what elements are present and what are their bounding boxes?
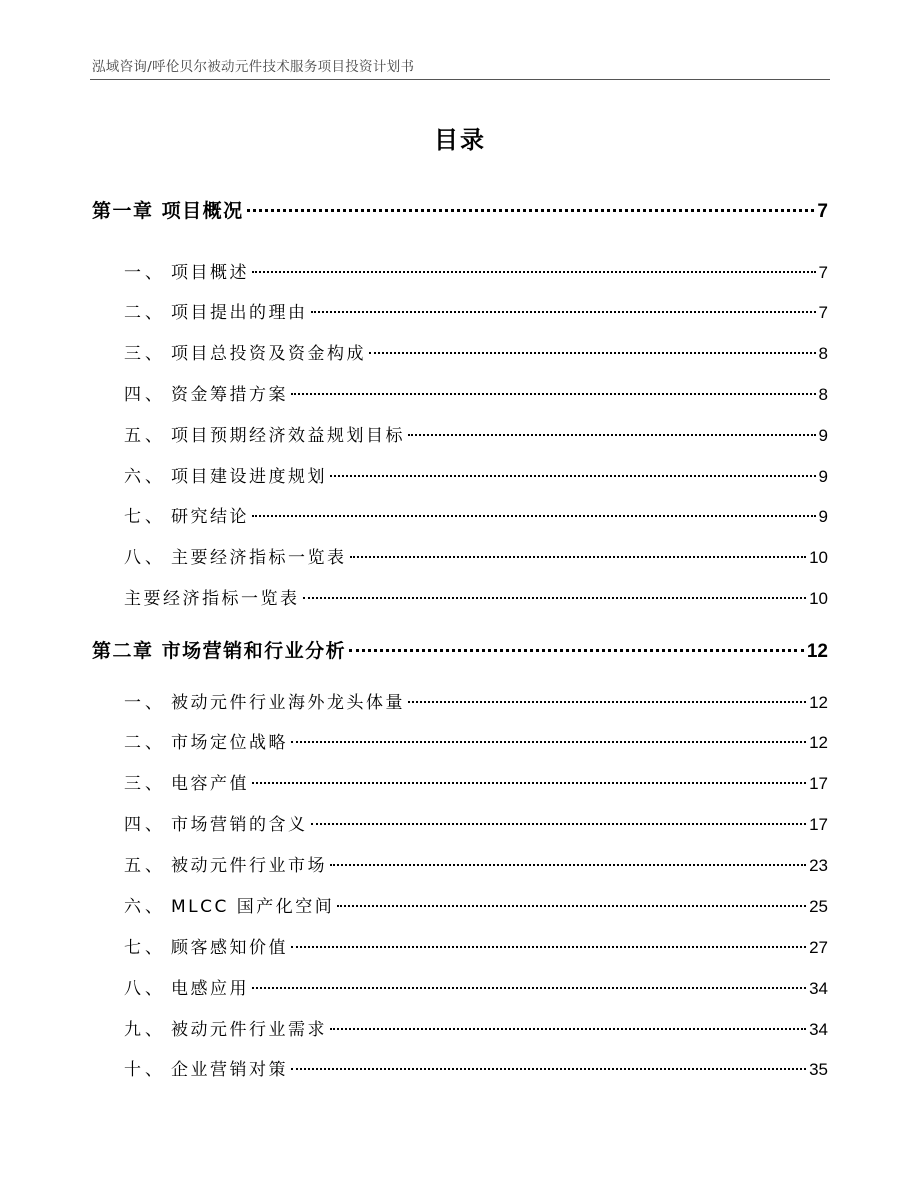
toc-entry-label: 研究结论 — [171, 507, 249, 527]
toc-page-number: 27 — [809, 938, 828, 957]
toc-page-number: 35 — [809, 1060, 828, 1079]
running-header: 泓域咨询/呼伦贝尔被动元件技术服务项目投资计划书 — [92, 59, 415, 75]
toc-chapter-entry[interactable] — [92, 196, 828, 223]
toc-dot-leader — [247, 209, 815, 212]
toc-page-number: 9 — [818, 467, 828, 486]
toc-page-number: 7 — [818, 303, 828, 322]
toc-dot-leader — [350, 556, 807, 558]
toc-entry-label: MLCC 国产化空间 — [171, 897, 335, 917]
toc-entry-number: 七、 — [124, 507, 166, 527]
toc-entry-number: 四、 — [124, 815, 166, 835]
toc-entry-number: 一、 — [124, 693, 166, 713]
toc-entry-label: 市场定位战略 — [171, 733, 288, 753]
toc-entry-number: 三、 — [124, 344, 166, 364]
toc-entry[interactable] — [124, 728, 828, 753]
toc-entry-number: 三、 — [124, 774, 166, 794]
toc-dot-leader — [303, 597, 807, 599]
toc-entry[interactable] — [124, 688, 828, 713]
toc-entry-number: 五、 — [124, 856, 166, 876]
toc-entry-label: 被动元件行业需求 — [171, 1020, 327, 1040]
toc-entry-number: 九、 — [124, 1020, 166, 1040]
toc-entry-label: 项目概述 — [171, 263, 249, 283]
toc-dot-leader — [252, 782, 806, 784]
toc-page-number: 12 — [806, 641, 828, 662]
toc-page-number: 25 — [809, 897, 828, 916]
toc-entry-number: 八、 — [124, 979, 166, 999]
toc-dot-leader — [330, 475, 816, 477]
toc-entry[interactable] — [124, 974, 828, 999]
toc-entry[interactable] — [124, 584, 828, 609]
toc-page-number: 23 — [809, 856, 828, 875]
toc-entry-label: 被动元件行业海外龙头体量 — [171, 693, 405, 713]
toc-entry[interactable] — [124, 339, 828, 364]
toc-dot-leader — [408, 434, 816, 436]
toc-entry-number: 二、 — [124, 733, 166, 753]
toc-entry-number: 六、 — [124, 897, 166, 917]
toc-page-number: 7 — [817, 201, 828, 222]
toc-entry-label: 企业营销对策 — [171, 1060, 288, 1080]
toc-dot-leader — [291, 393, 816, 395]
toc-page-number: 10 — [809, 589, 828, 608]
toc-entry[interactable] — [124, 502, 828, 527]
toc-entry-number: 七、 — [124, 938, 166, 958]
toc-page-number: 9 — [818, 426, 828, 445]
toc-dot-leader — [337, 905, 806, 907]
toc-title: 目录 — [434, 126, 486, 154]
toc-entry-label: 顾客感知价值 — [171, 938, 288, 958]
toc-entry-number: 四、 — [124, 385, 166, 405]
toc-entry-label: 被动元件行业市场 — [171, 856, 327, 876]
toc-page-number: 8 — [818, 385, 828, 404]
toc-entry[interactable] — [124, 258, 828, 283]
toc-entry-label: 第一章 项目概况 — [92, 200, 244, 222]
toc-entry[interactable] — [124, 769, 828, 794]
toc-entry-label: 主要经济指标一览表 — [171, 548, 347, 568]
toc-entry-label: 项目建设进度规划 — [171, 467, 327, 487]
toc-entry[interactable] — [124, 1015, 828, 1040]
toc-dot-leader — [330, 864, 806, 866]
toc-dot-leader — [252, 515, 816, 517]
toc-dot-leader — [369, 352, 816, 354]
toc-entry-label: 项目预期经济效益规划目标 — [171, 426, 405, 446]
toc-entry[interactable] — [124, 298, 828, 323]
toc-dot-leader — [311, 823, 807, 825]
toc-entry[interactable] — [124, 851, 828, 876]
toc-entry-label: 电容产值 — [171, 774, 249, 794]
toc-entry-number: 一、 — [124, 263, 166, 283]
toc-entry[interactable] — [124, 421, 828, 446]
toc-entry-label: 电感应用 — [171, 979, 249, 999]
header-divider — [90, 79, 830, 80]
toc-dot-leader — [408, 701, 806, 703]
toc-page-number: 17 — [809, 774, 828, 793]
toc-dot-leader — [330, 1028, 806, 1030]
toc-entry-label: 市场营销的含义 — [171, 815, 308, 835]
toc-entry-number: 五、 — [124, 426, 166, 446]
toc-entry[interactable] — [124, 1055, 828, 1080]
toc-page-number: 34 — [809, 979, 828, 998]
toc-dot-leader — [291, 946, 806, 948]
toc-dot-leader — [252, 987, 806, 989]
toc-dot-leader — [252, 271, 816, 273]
toc-entry-label: 第二章 市场营销和行业分析 — [92, 640, 347, 662]
toc-entry-label: 项目总投资及资金构成 — [171, 344, 366, 364]
toc-entry-number: 六、 — [124, 467, 166, 487]
toc-entry-number: 二、 — [124, 303, 166, 323]
toc-dot-leader — [291, 741, 806, 743]
toc-dot-leader — [349, 649, 804, 652]
toc-dot-leader — [311, 311, 816, 313]
toc-entry[interactable] — [124, 543, 828, 568]
toc-entry[interactable] — [124, 933, 828, 958]
toc-entry[interactable] — [124, 462, 828, 487]
toc-chapter-entry[interactable] — [92, 636, 828, 663]
toc-page-number: 7 — [818, 263, 828, 282]
toc-entry-number: 十、 — [124, 1060, 166, 1080]
toc-page-number: 12 — [809, 733, 828, 752]
toc-entry-label: 项目提出的理由 — [171, 303, 308, 323]
toc-entry-label: 主要经济指标一览表 — [124, 589, 300, 609]
toc-page-number: 9 — [818, 507, 828, 526]
toc-entry[interactable] — [124, 892, 828, 917]
toc-entry-number: 八、 — [124, 548, 166, 568]
toc-page-number: 8 — [818, 344, 828, 363]
toc-entry[interactable] — [124, 380, 828, 405]
toc-page-number: 10 — [809, 548, 828, 567]
toc-page-number: 34 — [809, 1020, 828, 1039]
toc-dot-leader — [291, 1068, 806, 1070]
toc-page-number: 12 — [809, 693, 828, 712]
toc-entry[interactable] — [124, 810, 828, 835]
toc-entry-label: 资金筹措方案 — [171, 385, 288, 405]
toc-page-number: 17 — [809, 815, 828, 834]
